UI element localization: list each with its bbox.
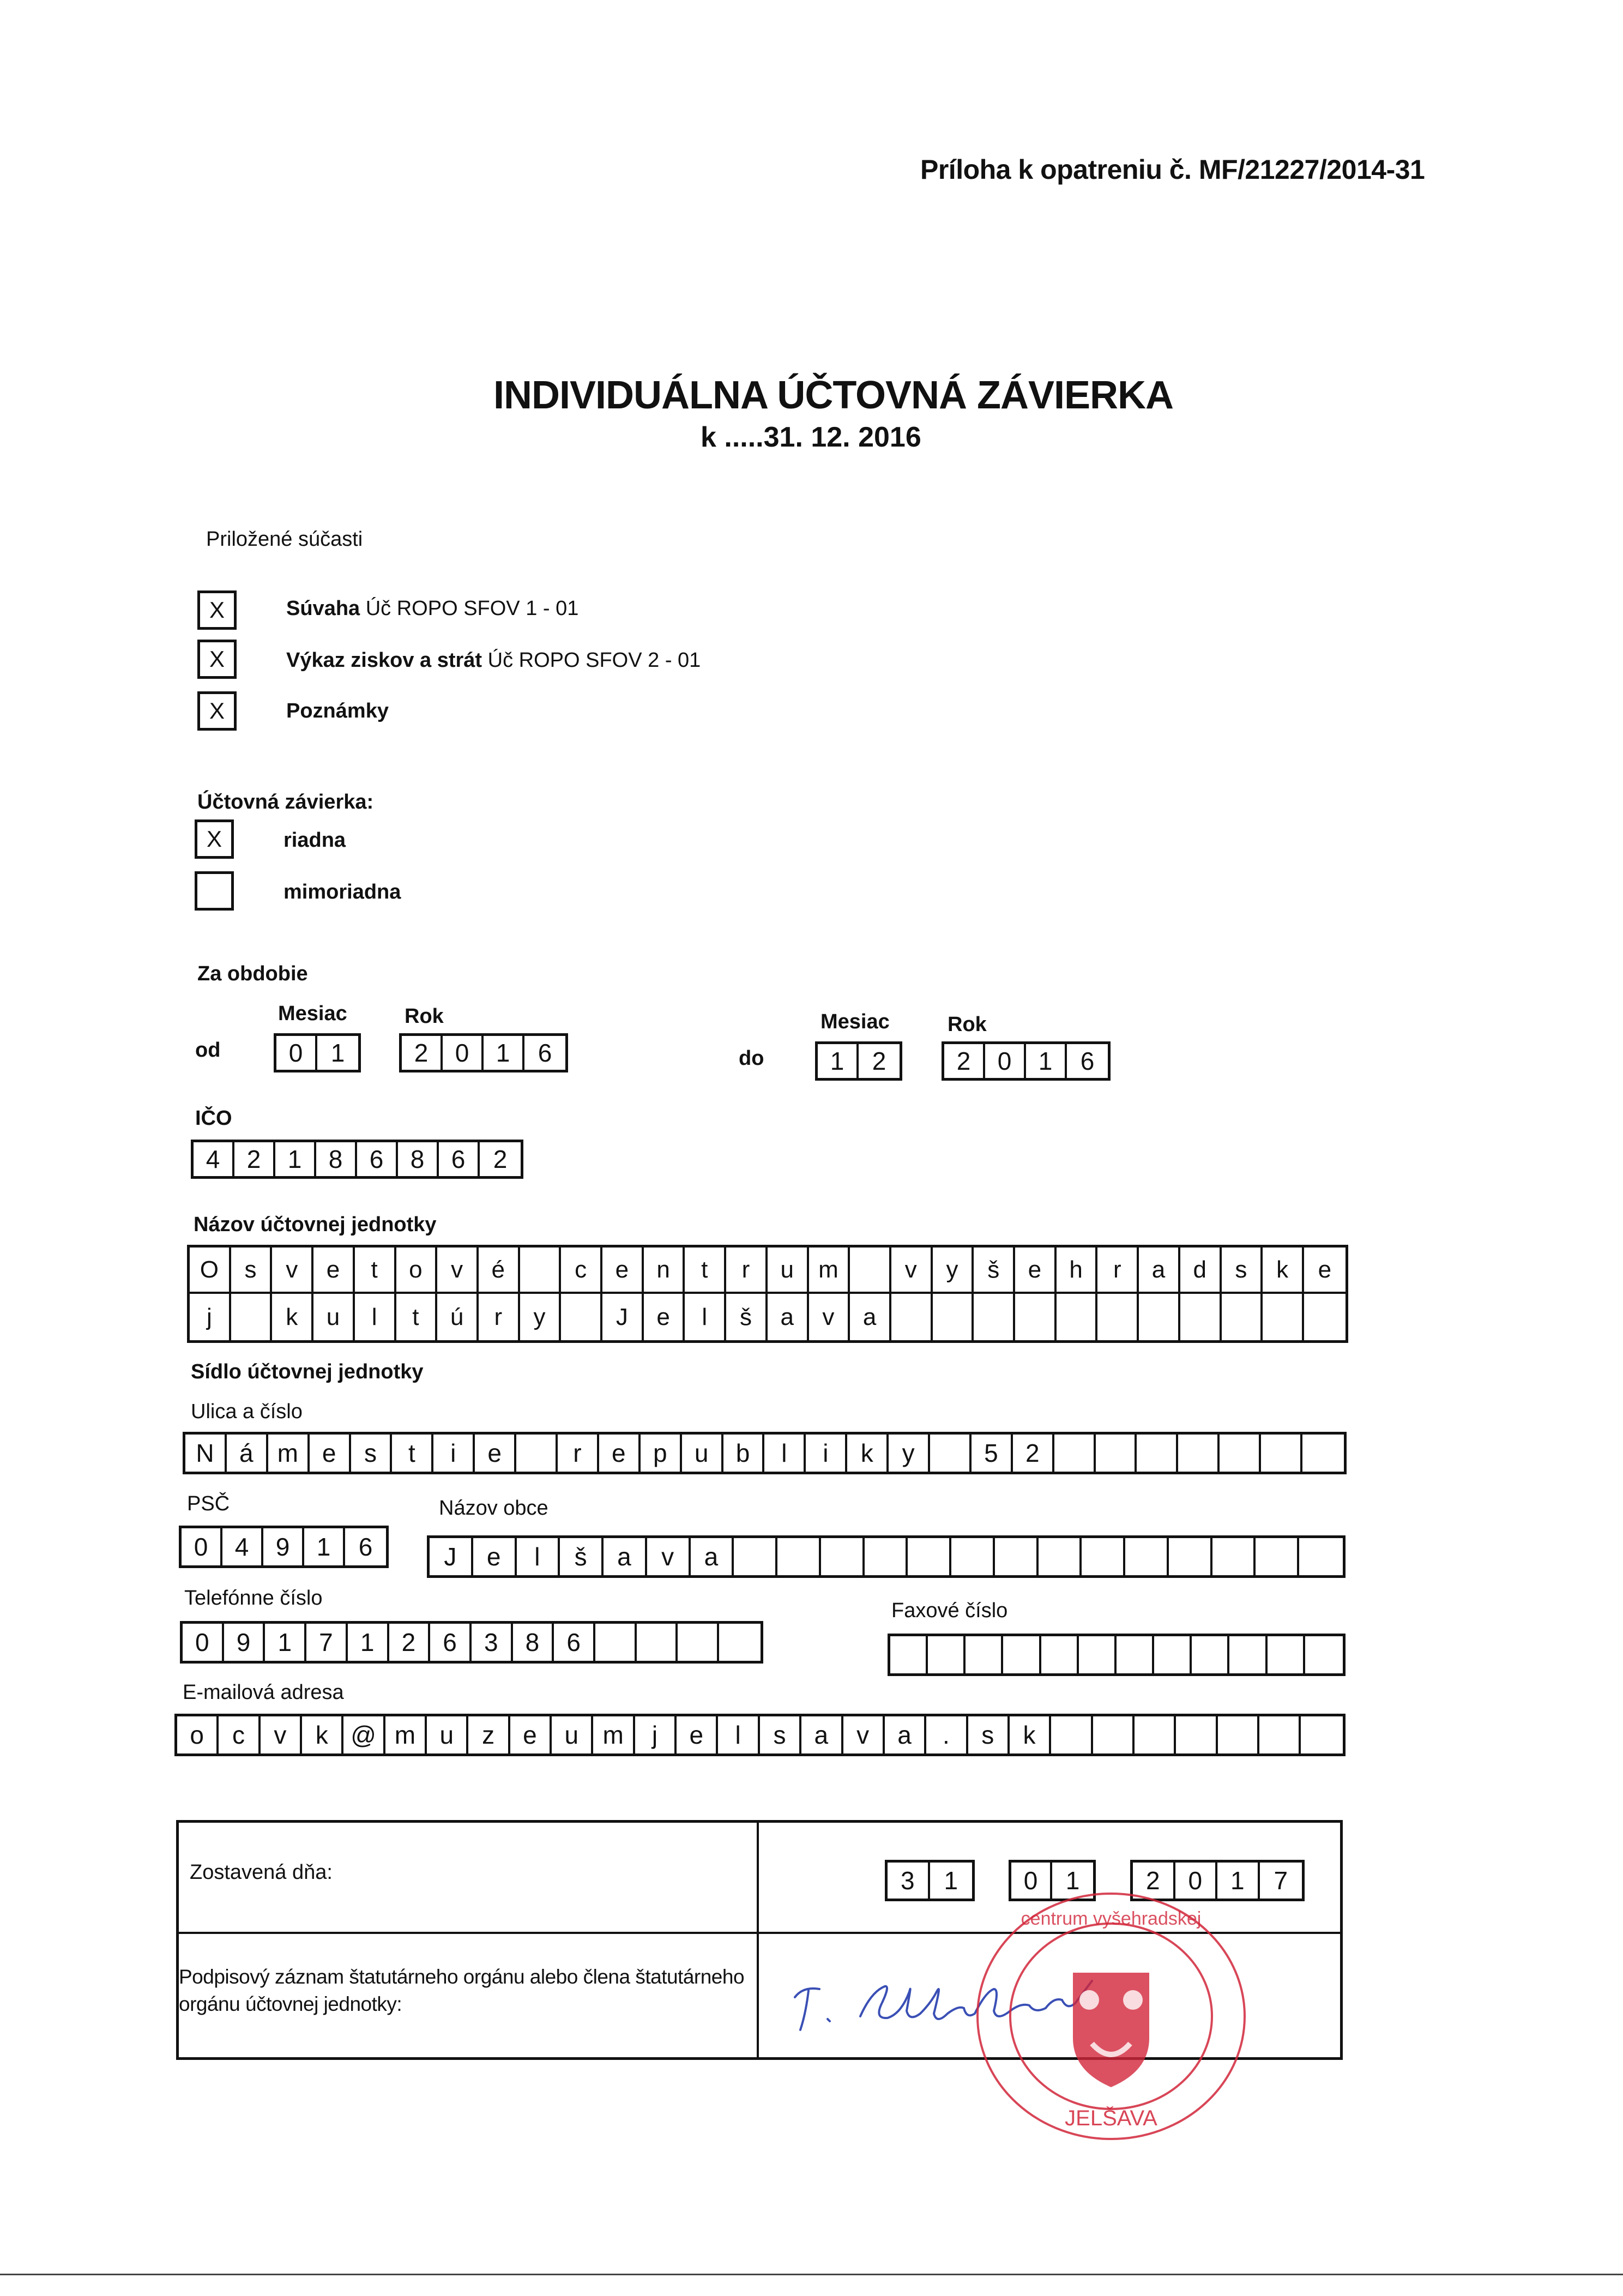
char-cell: t — [392, 1435, 433, 1472]
char-cell: 9 — [224, 1624, 266, 1661]
char-cell — [1218, 1716, 1259, 1753]
period-from-year-label: Rok — [405, 1005, 444, 1028]
char-cell — [595, 1624, 637, 1661]
closing-type-heading: Účtovná závierka: — [197, 791, 374, 813]
char-cell — [1304, 1294, 1346, 1340]
char-cell: u — [552, 1716, 593, 1753]
char-cell: y — [889, 1435, 930, 1472]
char-cell — [1305, 1636, 1343, 1673]
char-cell: a — [885, 1716, 926, 1753]
char-cell: 6 — [439, 1142, 480, 1176]
char-cell: k — [847, 1435, 889, 1472]
char-cell: ú — [437, 1294, 479, 1340]
digit-cell: 2 — [944, 1044, 985, 1078]
char-cell: 4 — [222, 1528, 263, 1565]
char-cell — [928, 1636, 966, 1673]
char-cell — [1180, 1294, 1222, 1340]
char-cell — [1117, 1636, 1154, 1673]
char-cell: e — [644, 1294, 685, 1340]
char-cell: y — [520, 1294, 562, 1340]
period-to-label: do — [739, 1047, 764, 1070]
char-cell: 6 — [358, 1533, 373, 1561]
char-cell: v — [437, 1248, 479, 1292]
digit-cell: 2 — [872, 1047, 886, 1075]
char-cell — [1015, 1294, 1057, 1340]
official-stamp-icon — [958, 1891, 1264, 2164]
closing-checkbox-extraordinary[interactable] — [195, 871, 234, 911]
char-cell: 6 — [357, 1142, 398, 1176]
char-cell — [1256, 1538, 1299, 1575]
char-cell: r — [1097, 1248, 1139, 1292]
period-to-year-label: Rok — [948, 1013, 987, 1036]
entity-name-field[interactable] — [187, 1245, 1348, 1343]
char-cell — [1154, 1636, 1192, 1673]
email-label: E-mailová adresa — [183, 1681, 344, 1704]
signature-label-line1: Podpisový záznam štatutárneho orgánu alebo člena štatutárneho — [179, 1966, 745, 1988]
char-cell: i — [806, 1435, 847, 1472]
char-cell: b — [723, 1435, 765, 1472]
char-cell: u — [682, 1435, 723, 1472]
char-cell: 3 — [472, 1624, 513, 1661]
closing-label-extraordinary: mimoriadna — [283, 881, 401, 903]
char-cell: z — [468, 1716, 510, 1753]
char-cell: s — [760, 1716, 801, 1753]
char-cell — [1263, 1294, 1304, 1340]
char-cell: r — [558, 1435, 599, 1472]
char-cell: 1 — [265, 1624, 306, 1661]
char-cell: e — [313, 1248, 355, 1292]
char-cell: l — [764, 1435, 806, 1472]
char-cell: v — [891, 1248, 933, 1292]
digit-cell: 3 — [888, 1863, 930, 1899]
digit-cell: 1 — [1065, 1866, 1080, 1895]
entity-name-label: Názov účtovnej jednotky — [194, 1213, 437, 1236]
char-cell: v — [809, 1294, 850, 1340]
char-cell — [1093, 1716, 1135, 1753]
char-cell: e — [1015, 1248, 1057, 1292]
digit-cell: 6 — [1080, 1047, 1095, 1075]
period-from-month[interactable] — [274, 1033, 361, 1072]
char-cell — [890, 1636, 928, 1673]
char-cell: 2 — [1013, 1435, 1054, 1472]
char-cell: e — [599, 1435, 641, 1472]
char-cell: a — [801, 1716, 843, 1753]
char-cell: t — [396, 1294, 438, 1340]
char-cell: 2 — [234, 1142, 275, 1176]
period-heading: Za obdobie — [197, 962, 308, 985]
char-cell: m — [593, 1716, 635, 1753]
char-cell: a — [604, 1538, 647, 1575]
char-cell — [1139, 1294, 1180, 1340]
char-cell: a — [850, 1294, 891, 1340]
street-label: Ulica a číslo — [191, 1400, 303, 1423]
char-cell: s — [968, 1716, 1010, 1753]
char-cell — [1261, 1435, 1302, 1472]
char-cell: i — [433, 1435, 475, 1472]
email-field[interactable] — [174, 1714, 1346, 1756]
char-cell: s — [351, 1435, 393, 1472]
char-cell: v — [261, 1716, 302, 1753]
char-cell: a — [691, 1538, 734, 1575]
char-cell — [1057, 1294, 1098, 1340]
char-cell — [821, 1538, 865, 1575]
char-cell: 8 — [398, 1142, 439, 1176]
char-cell: o — [177, 1716, 219, 1753]
char-cell: 8 — [316, 1142, 357, 1176]
attachment-label-balance: Súvaha Úč ROPO SFOV 1 - 01 — [286, 597, 579, 620]
char-cell — [637, 1624, 678, 1661]
period-from-label: od — [195, 1039, 221, 1062]
char-cell — [1229, 1636, 1267, 1673]
digit-cell: 1 — [1026, 1044, 1067, 1078]
char-cell — [777, 1538, 821, 1575]
fax-field[interactable] — [888, 1634, 1346, 1676]
attachment-label-notes: Poznámky — [286, 700, 389, 722]
digit-cell: 1 — [484, 1036, 524, 1070]
char-cell: d — [1180, 1248, 1222, 1292]
char-cell — [678, 1624, 719, 1661]
char-cell: k — [1263, 1248, 1304, 1292]
char-cell: 7 — [306, 1624, 348, 1661]
digit-cell: 0 — [276, 1036, 317, 1070]
char-cell: 6 — [430, 1624, 472, 1661]
char-cell: v — [843, 1716, 885, 1753]
char-cell: r — [479, 1294, 520, 1340]
char-cell: e — [602, 1248, 644, 1292]
char-cell: m — [385, 1716, 427, 1753]
char-cell: 1 — [275, 1142, 316, 1176]
char-cell: . — [926, 1716, 968, 1753]
char-cell: l — [718, 1716, 759, 1753]
char-cell: e — [473, 1538, 517, 1575]
attachment-checkbox-profit-loss[interactable]: X — [197, 640, 237, 679]
phone-label: Telefónne číslo — [184, 1587, 323, 1610]
char-cell — [995, 1538, 1039, 1575]
char-cell: š — [726, 1294, 768, 1340]
char-cell — [1041, 1636, 1079, 1673]
char-cell — [1268, 1636, 1305, 1673]
char-cell: y — [933, 1248, 974, 1292]
char-cell — [1003, 1636, 1041, 1673]
char-cell: p — [641, 1435, 682, 1472]
char-cell — [1302, 1435, 1344, 1472]
char-cell: @ — [343, 1716, 385, 1753]
ico-label: IČO — [195, 1107, 232, 1130]
char-cell: e — [1318, 1256, 1332, 1283]
digit-cell: 0 — [1011, 1863, 1052, 1899]
char-cell: l — [517, 1538, 560, 1575]
char-cell: t — [685, 1248, 726, 1292]
char-cell: š — [560, 1538, 604, 1575]
char-cell — [1222, 1294, 1263, 1340]
char-cell: N — [185, 1435, 227, 1472]
char-cell: š — [974, 1248, 1015, 1292]
attachment-label-profit-loss: Výkaz ziskov a strát Úč ROPO SFOV 2 - 01 — [286, 649, 701, 672]
char-cell — [1135, 1716, 1176, 1753]
char-cell: 8 — [513, 1624, 554, 1661]
char-cell: l — [355, 1294, 396, 1340]
char-cell — [1299, 1538, 1343, 1575]
digit-cell: 0 — [985, 1044, 1026, 1078]
signature-label-line2: orgánu účtovnej jednotky: — [179, 1993, 402, 2015]
char-cell — [1054, 1435, 1096, 1472]
char-cell — [1097, 1294, 1139, 1340]
char-cell: 1 — [348, 1624, 389, 1661]
city-label: Názov obce — [439, 1497, 548, 1520]
street-field[interactable] — [183, 1432, 1347, 1474]
char-cell — [933, 1294, 974, 1340]
char-cell — [1169, 1538, 1212, 1575]
char-cell — [1301, 1716, 1342, 1753]
attachment-checkbox-balance[interactable]: X — [197, 590, 237, 630]
char-cell — [1178, 1435, 1220, 1472]
char-cell: k — [1010, 1716, 1051, 1753]
char-cell: k — [302, 1716, 343, 1753]
compiled-label: Zostavená dňa: — [190, 1861, 333, 1884]
char-cell: v — [272, 1248, 313, 1292]
char-cell — [951, 1538, 995, 1575]
char-cell — [516, 1435, 558, 1472]
char-cell — [1125, 1538, 1169, 1575]
char-cell — [1176, 1716, 1217, 1753]
char-cell: 2 — [389, 1624, 431, 1661]
page-bottom-rule — [0, 2274, 1623, 2275]
char-cell — [930, 1435, 972, 1472]
seat-label: Sídlo účtovnej jednotky — [191, 1360, 424, 1383]
char-cell: n — [644, 1248, 685, 1292]
char-cell: s — [1222, 1248, 1263, 1292]
char-cell: 4 — [194, 1142, 234, 1176]
char-cell — [561, 1294, 602, 1340]
char-cell — [865, 1538, 908, 1575]
attachment-checkbox-notes[interactable]: X — [197, 691, 237, 731]
char-cell: J — [602, 1294, 644, 1340]
char-cell: o — [396, 1248, 438, 1292]
char-cell: m — [809, 1248, 850, 1292]
char-cell — [1192, 1636, 1229, 1673]
char-cell: u — [313, 1294, 355, 1340]
char-cell: 6 — [554, 1624, 595, 1661]
char-cell: 1 — [304, 1528, 345, 1565]
char-cell — [1137, 1435, 1178, 1472]
digit-cell: 6 — [538, 1039, 552, 1067]
char-cell — [891, 1294, 933, 1340]
char-cell — [850, 1248, 891, 1292]
char-cell: e — [310, 1435, 351, 1472]
period-from-month-label: Mesiac — [278, 1002, 347, 1025]
digit-cell: 1 — [818, 1044, 859, 1078]
char-cell — [734, 1538, 777, 1575]
char-cell: á — [227, 1435, 268, 1472]
digit-cell: 1 — [1217, 1863, 1260, 1899]
psc-label: PSČ — [187, 1492, 230, 1515]
period-from-year[interactable] — [399, 1033, 568, 1072]
char-cell: t — [355, 1248, 396, 1292]
digit-cell: 1 — [330, 1039, 345, 1067]
digit-cell: 1 — [944, 1866, 958, 1895]
char-cell: v — [647, 1538, 691, 1575]
closing-date: k .....31. 12. 2016 — [701, 421, 921, 453]
char-cell — [1051, 1716, 1093, 1753]
char-cell: j — [635, 1716, 677, 1753]
char-cell — [1079, 1636, 1117, 1673]
char-cell: j — [190, 1294, 231, 1340]
char-cell — [231, 1294, 273, 1340]
char-cell: J — [430, 1538, 473, 1575]
char-cell: a — [1139, 1248, 1180, 1292]
char-cell: a — [768, 1294, 809, 1340]
char-cell: s — [231, 1248, 273, 1292]
digit-cell: 0 — [1175, 1863, 1218, 1899]
signature-table — [176, 1820, 1343, 2130]
char-cell: 2 — [493, 1145, 508, 1173]
char-cell: 0 — [183, 1624, 224, 1661]
char-cell — [1039, 1538, 1082, 1575]
char-cell — [1212, 1538, 1256, 1575]
char-cell: l — [685, 1294, 726, 1340]
svg-text:centrum vyšehradskej: centrum vyšehradskej — [1021, 1908, 1202, 1929]
char-cell: 0 — [182, 1528, 222, 1565]
char-cell: é — [479, 1248, 520, 1292]
char-cell: c — [219, 1716, 260, 1753]
fax-label: Faxové číslo — [891, 1599, 1008, 1622]
char-cell: 5 — [972, 1435, 1013, 1472]
annex-reference: Príloha k opatreniu č. MF/21227/2014-31 — [920, 154, 1425, 185]
char-cell — [1220, 1435, 1261, 1472]
digit-cell: 0 — [443, 1036, 484, 1070]
char-cell: e — [677, 1716, 718, 1753]
char-cell — [1096, 1435, 1137, 1472]
attachments-heading: Priložené súčasti — [206, 528, 363, 551]
char-cell: u — [768, 1248, 809, 1292]
char-cell — [974, 1294, 1015, 1340]
char-cell — [1259, 1716, 1301, 1753]
char-cell: e — [475, 1435, 516, 1472]
char-cell: u — [427, 1716, 468, 1753]
char-cell: h — [1057, 1248, 1098, 1292]
phone-field[interactable] — [180, 1621, 763, 1664]
closing-label-regular: riadna — [283, 829, 346, 852]
char-cell: m — [268, 1435, 310, 1472]
char-cell: c — [561, 1248, 602, 1292]
city-field[interactable] — [427, 1535, 1346, 1578]
char-cell — [966, 1636, 1003, 1673]
digit-cell: 2 — [402, 1036, 443, 1070]
char-cell — [520, 1248, 562, 1292]
char-cell: 9 — [263, 1528, 304, 1565]
char-cell: k — [272, 1294, 313, 1340]
period-to-year[interactable] — [942, 1041, 1111, 1081]
char-cell — [1082, 1538, 1125, 1575]
char-cell: O — [190, 1248, 231, 1292]
digit-cell: 2 — [1133, 1863, 1175, 1899]
page-title: INDIVIDUÁLNA ÚČTOVNÁ ZÁVIERKA — [493, 373, 1174, 417]
period-to-month-label: Mesiac — [820, 1010, 890, 1033]
char-cell — [719, 1624, 761, 1661]
closing-checkbox-regular[interactable]: X — [195, 819, 234, 859]
svg-text:JELŠAVA: JELŠAVA — [1065, 2106, 1157, 2130]
char-cell: e — [510, 1716, 552, 1753]
psc-field[interactable] — [179, 1526, 389, 1568]
char-cell: r — [726, 1248, 768, 1292]
ico-field[interactable] — [191, 1140, 523, 1179]
digit-cell: 7 — [1274, 1866, 1288, 1895]
char-cell — [908, 1538, 951, 1575]
period-to-month[interactable] — [815, 1041, 902, 1081]
